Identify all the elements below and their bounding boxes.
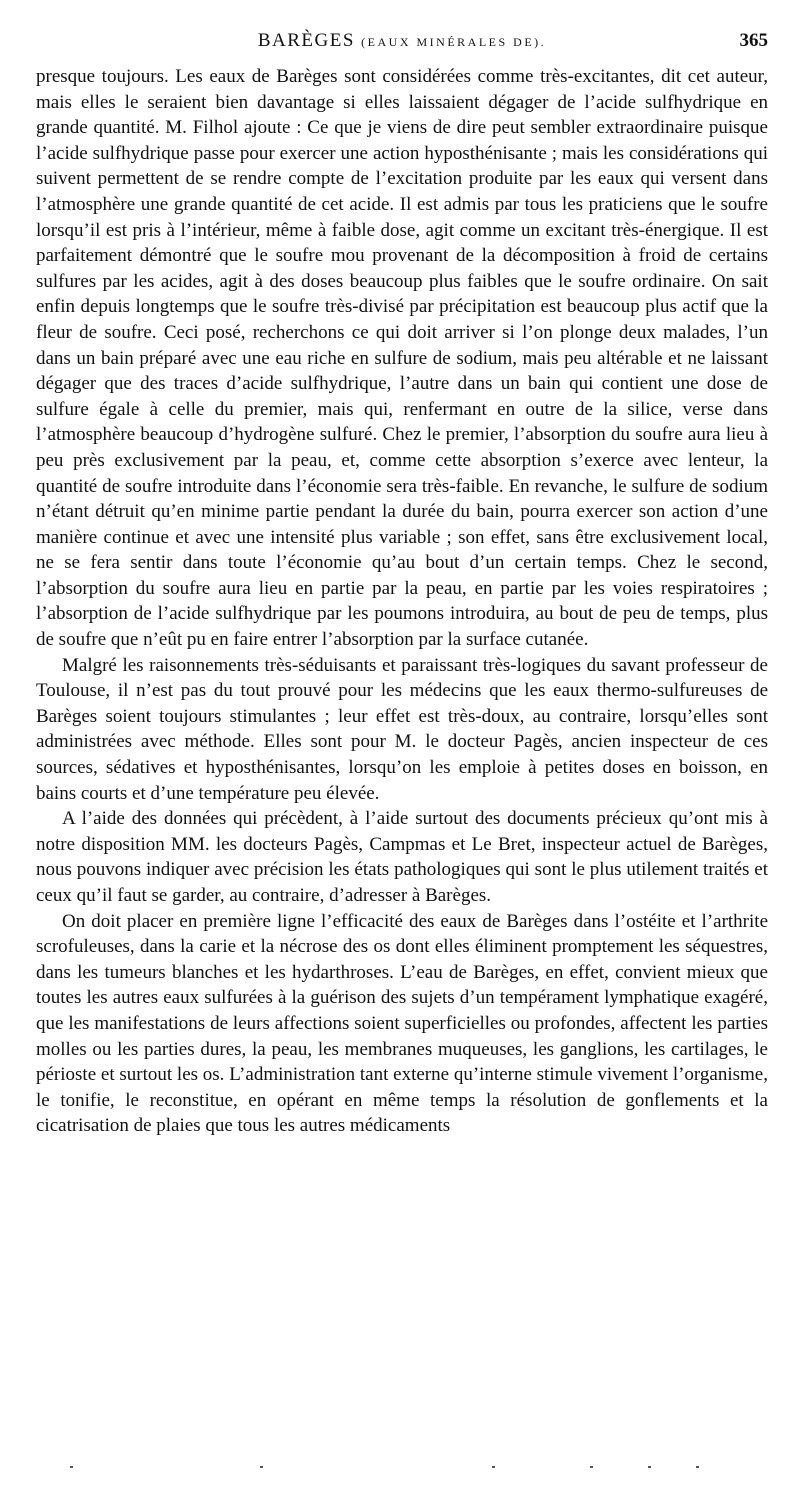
paragraph-4: On doit placer en première ligne l’efficacité des eaux de Barèges dans l’ostéite et l’arthrite scrofuleuses, dans la carie et la nécrose des os dont elles éliminent promptement les séquestres, dans les tumeurs blanches et les hydarthroses. L’eau de Barèges, en effet, convient mieux que toutes les autres eaux sulfurées à la guérison des sujets d’un tempérament lymphatique exagéré, que les manifestations de leurs affections soient superficielles ou profondes, affectent les parties molles ou les parties dures, la peau, les membranes muqueuses, les ganglions, les cartilages, le périoste et surtout les os. L’administration tant externe qu’interne stimule vivement l’organisme, le tonifie, le reconstitue, en opérant en même temps la résolution de gonflements et la cicatrisation de plaies que tous les autres médicaments bbox=[36, 910, 768, 1137]
paragraph-1: presque toujours. Les eaux de Barèges sont considérées comme très-excitantes, dit cet auteur, mais elles le seraient bien davantage si elles laissaient dégager de l’acide sulfhydrique en grande quantité. M. Filhol ajoute : Ce que je viens de dire peut sembler extraordinaire puisque l’acide sulfhydrique passe pour exercer une action hyposthénisante ; mais les considérations qui suivent permettent de se rendre compte de l’excitation produite par les eaux qui versent dans l’atmosphère une grande quantité de cet acide. Il est admis par tous les praticiens que le soufre lorsqu’il est pris à l’intérieur, même à faible dose, agit comme un excitant très-énergique. Il est parfaitement démontré que le soufre mou provenant de la décomposition à froid de certains sulfures par les acides, agit à des doses beaucoup plus faibles que le soufre ordinaire. On sait enfin depuis longtemps que le soufre très-divisé par précipitation est beaucoup plus actif que la fleur de soufre. Ceci posé, recherchons ce qui doit arriver si l’on plonge deux malades, l’un dans un bain préparé avec une eau riche en sulfure de sodium, mais peu altérable et ne laissant dégager que des traces d’acide sulfhydrique, l’autre dans un bain qui contient une dose de sulfure égale à celle du premier, mais qui, renfermant en outre de la silice, verse dans l’atmosphère beaucoup d’hydrogène sulfuré. Chez le premier, l’absorption du soufre aura lieu à peu près exclusivement par la peau, et, comme cette absorption s’exerce avec lenteur, la quantité de soufre introduite dans l’économie sera très-faible. En revanche, le sulfure de sodium n’étant détruit qu’en minime partie pendant la durée du bain, pourra exercer son action d’une manière continue et avec une intensité plus variable ; son effet, sans être exclusivement local, ne se fera sentir dans toute l’économie qu’au bout d’un certain temps. Chez le second, l’absorption du soufre aura lieu en partie par la peau, en partie par les voies respiratoires ; l’absorption de l’acide sulfhydrique par les poumons introduira, au bout de peu de temps, plus de soufre que n’eût pu en faire entrer l’absorption par la surface cutanée. bbox=[36, 66, 768, 651]
page-number: 365 bbox=[739, 30, 768, 51]
speck bbox=[590, 1466, 593, 1468]
speck bbox=[648, 1466, 651, 1468]
running-title bbox=[36, 30, 768, 52]
paragraph-2: Malgré les raisonnements très-séduisants et paraissant très-logiques du savant professeur de Toulouse, il n’est pas du tout prouvé pour les médecins que les eaux thermo-sulfureuses de Barèges soient toujours stimulantes ; leur effet est très-doux, au contraire, lorsqu’elles sont administrées avec méthode. Elles sont pour M. le docteur Pagès, ancien inspecteur de ces sources, sédatives et hyposthénisantes, lorsqu’on les emploie à petites doses en boisson, en bains courts et d’une température peu élevée. bbox=[36, 654, 768, 804]
footer-specks bbox=[60, 1466, 760, 1476]
speck bbox=[492, 1466, 495, 1468]
running-title-sub: (EAUX MINÉRALES DE). bbox=[361, 35, 547, 49]
speck bbox=[260, 1466, 263, 1468]
paragraph-3: A l’aide des données qui précèdent, à l’aide surtout des documents précieux qu’ont mis à notre disposition MM. les docteurs Pagès, Campmas et Le Bret, inspecteur actuel de Barèges, nous pouvons indiquer avec précision les états pathologiques qui sont le plus utilement traités et ceux qu’il faut se garder, au contraire, d’adresser à Barèges. bbox=[36, 808, 768, 906]
running-title-main: BARÈGES bbox=[257, 30, 355, 51]
running-head bbox=[36, 30, 768, 56]
speck bbox=[696, 1466, 699, 1468]
body-text bbox=[36, 64, 768, 1139]
speck bbox=[70, 1466, 73, 1468]
